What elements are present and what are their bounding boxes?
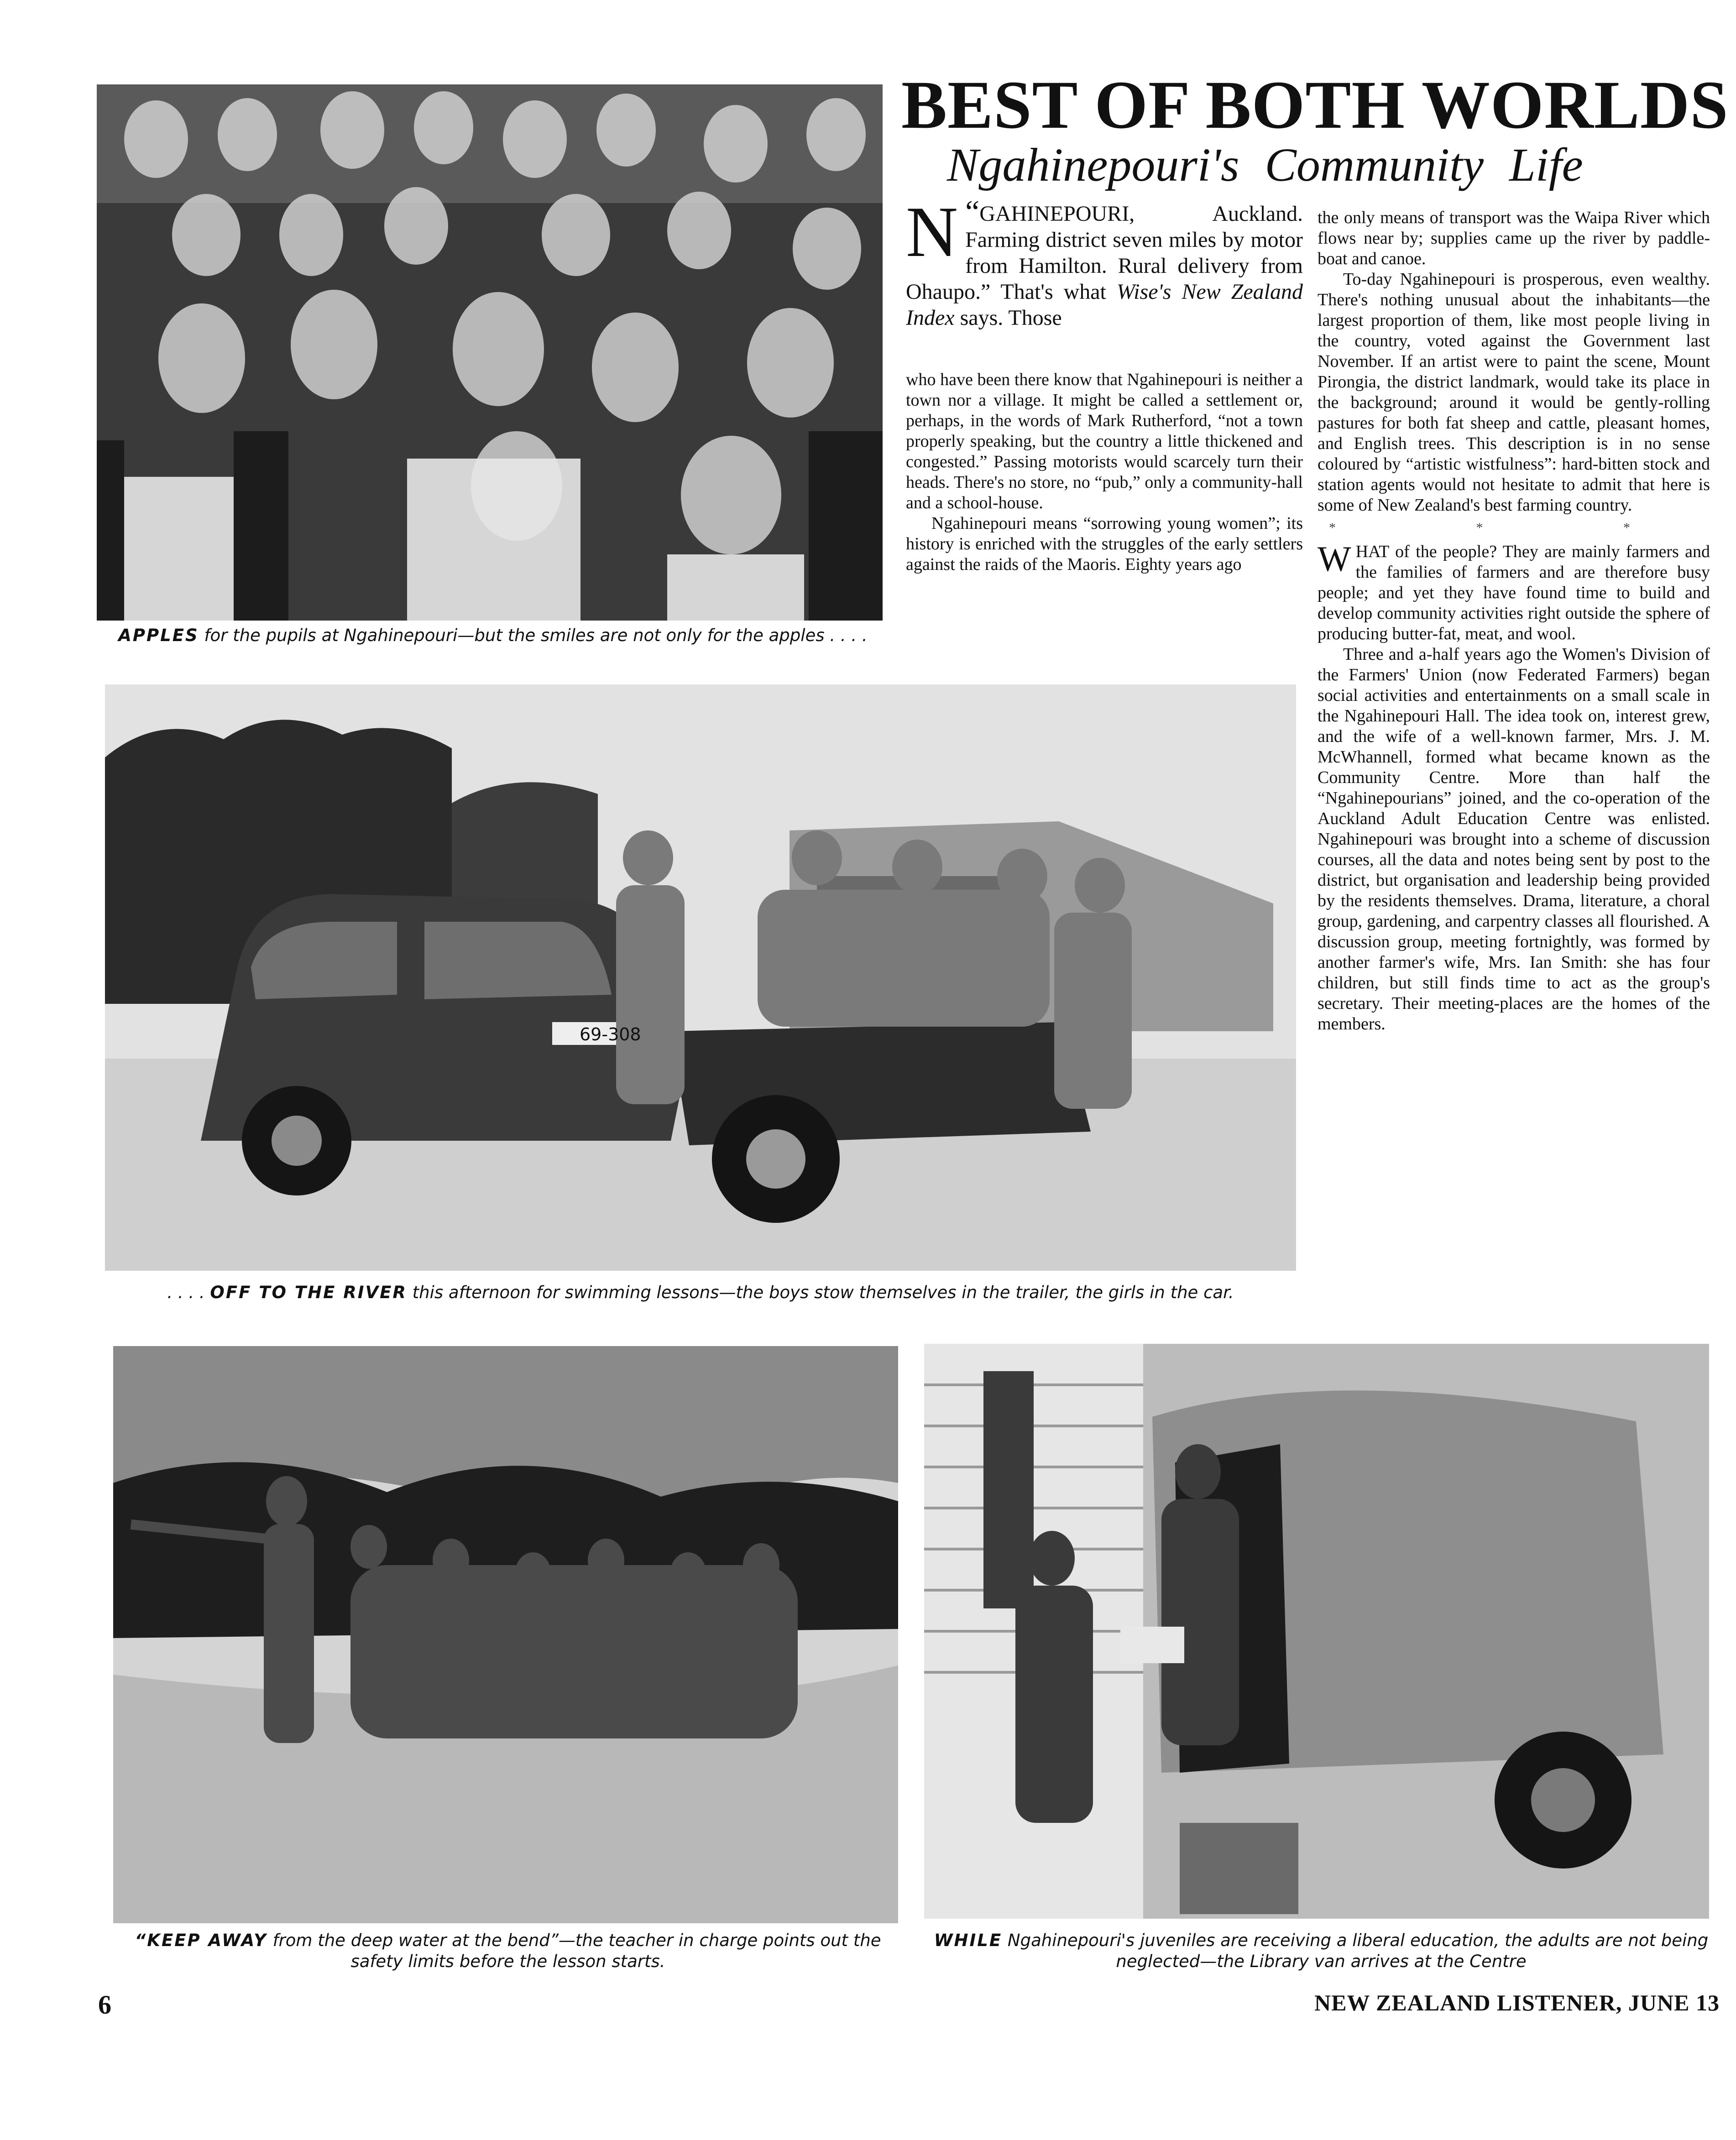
column-2-paragraph-4: Three and a-half years ago the Women's Division of the Farmers' Union (now Federated Farmers) began social activities and entertainments on a small scale in the Ngahinepouri Hall. The idea took on, interest grew, and the wife of a well-known farmer, Mrs. J. M. McWhannell, formed what became known as the Community Centre. More than half the “Ngahinepourians” joined, and the co-operation of the Auckland Adult Education Centre was enlisted. Ngahinepouri was brought into a scheme of discussion courses, all the data and notes being sent by post to the district, but organisation and leadership being provided by the residents themselves. Drama, literature, a choral group, gardening, and carpentry classes all flourished. A discussion group, meeting fortnightly, was formed by another farmer's wife, Mrs. Ian Smith: she has four children, but still finds time to act as the group's secretary. Their meeting-places are the homes of the members. [1318,645,1710,1033]
apples-photo [97,84,883,621]
river-caption-text: this afternoon for swimming lessons—the boys stow themselves in the trailer, the girls in the car. [407,1283,1234,1302]
library-van-photo [924,1344,1709,1919]
page-number: 6 [98,1990,111,2020]
column-1-paragraph-1: who have been there know that Ngahinepouri is neither a town nor a village. It might be called a settlement or, perhaps, in the words of Mark Rutherford, “not a town properly speaking, but the country a little thickened and congested.” Passing motorists would scarcely turn their heads. There's no store, no “pub,” only a community-hall and a school-house. [906,370,1303,512]
library-van-caption [926,1930,1716,1972]
apples-caption [103,625,883,646]
van-photo-icon [924,1344,1709,1919]
river-caption-lead: OFF TO THE RIVER [210,1283,407,1302]
column-2-paragraph-2: To-day Ngahinepouri is prosperous, even wealthy. There's nothing unusual about the inhabitants—the largest proportion of them, like most people living in the country, voted against the Government last November. If an artist were to paint the scene, Mount Pirongia, the district landmark, would take its place in the background; around it would be gently-rolling pastures for both fat sheep and cattle, pleasant homes, and English trees. This description is in no sense coloured by “artistic wistfulness”: hard-bitten stock and station agents would not hesitate to admit that here is some of New Zealand's best farming country. [1318,270,1710,515]
schoolchildren-photo-icon [97,84,883,621]
column-1-paragraph-2: Ngahinepouri means “sorrowing young women”; its history is enriched with the struggles of the early settlers against the raids of the Maoris. Eighty years ago [906,514,1303,574]
swimmers-photo-icon [113,1346,898,1923]
keep-away-caption-text: from the deep water at the bend”—the teacher in charge points out the safety limits before the lesson starts. [267,1931,881,1971]
lead-italic-reference: Wise's New Zealand Index [906,280,1303,330]
apples-caption-text: for the pupils at Ngahinepouri—but the smiles are not only for the apples . . . . [199,626,868,645]
car-trailer-photo-icon [105,684,1296,1271]
publication-footer: NEW ZEALAND LISTENER, JUNE 13 [1314,1990,1720,2015]
keep-away-caption [113,1930,903,1972]
car-plate-text: 69-308 [580,1024,641,1044]
river-caption-prefix: . . . . [167,1283,210,1302]
article-column-2 [1318,208,1710,1034]
lead-text-a: GAHINEPOURI, Auckland. Farming district seven miles by motor from Hamilton. Rural delivery from Ohaupo.” That's what [906,202,1303,304]
article-lead-paragraph [906,192,1303,331]
section-break-stars: * * * [1329,520,1699,535]
apples-caption-lead: APPLES [118,626,199,645]
opening-quote-mark: “ [965,194,980,230]
library-van-caption-text: Ngahinepouri's juveniles are receiving a liberal education, the adults are not being neglected—the Library van arrives at the Centre [1002,1931,1709,1971]
article-subtitle: Ngahinepouri's Community Life [947,139,1583,191]
article-column-1 [906,370,1303,575]
keep-away-caption-lead: “KEEP AWAY [135,1931,267,1950]
paragraph-3-text: HAT of the people? They are mainly farmers and the families of farmers and are therefore busy people; and yet they have found time to build and develop community activities right outside the sphere of producing butter-fat, meat, and wool. [1318,542,1710,643]
library-van-caption-lead: WHILE [934,1931,1003,1950]
river-caption [103,1282,1298,1303]
column-2-paragraph-1: the only means of transport was the Waipa River which flows near by; supplies came up the river by paddle-boat and canoe. [1318,208,1710,268]
article-title: BEST OF BOTH WORLDS [901,67,1729,143]
paragraph-3-dropcap: W [1318,539,1351,579]
column-2-paragraph-3 [1318,539,1710,644]
river-photo [105,684,1296,1271]
keep-away-photo [113,1346,898,1923]
lead-dropcap: N [906,192,958,272]
lead-text-b: says. Those [954,306,1062,330]
